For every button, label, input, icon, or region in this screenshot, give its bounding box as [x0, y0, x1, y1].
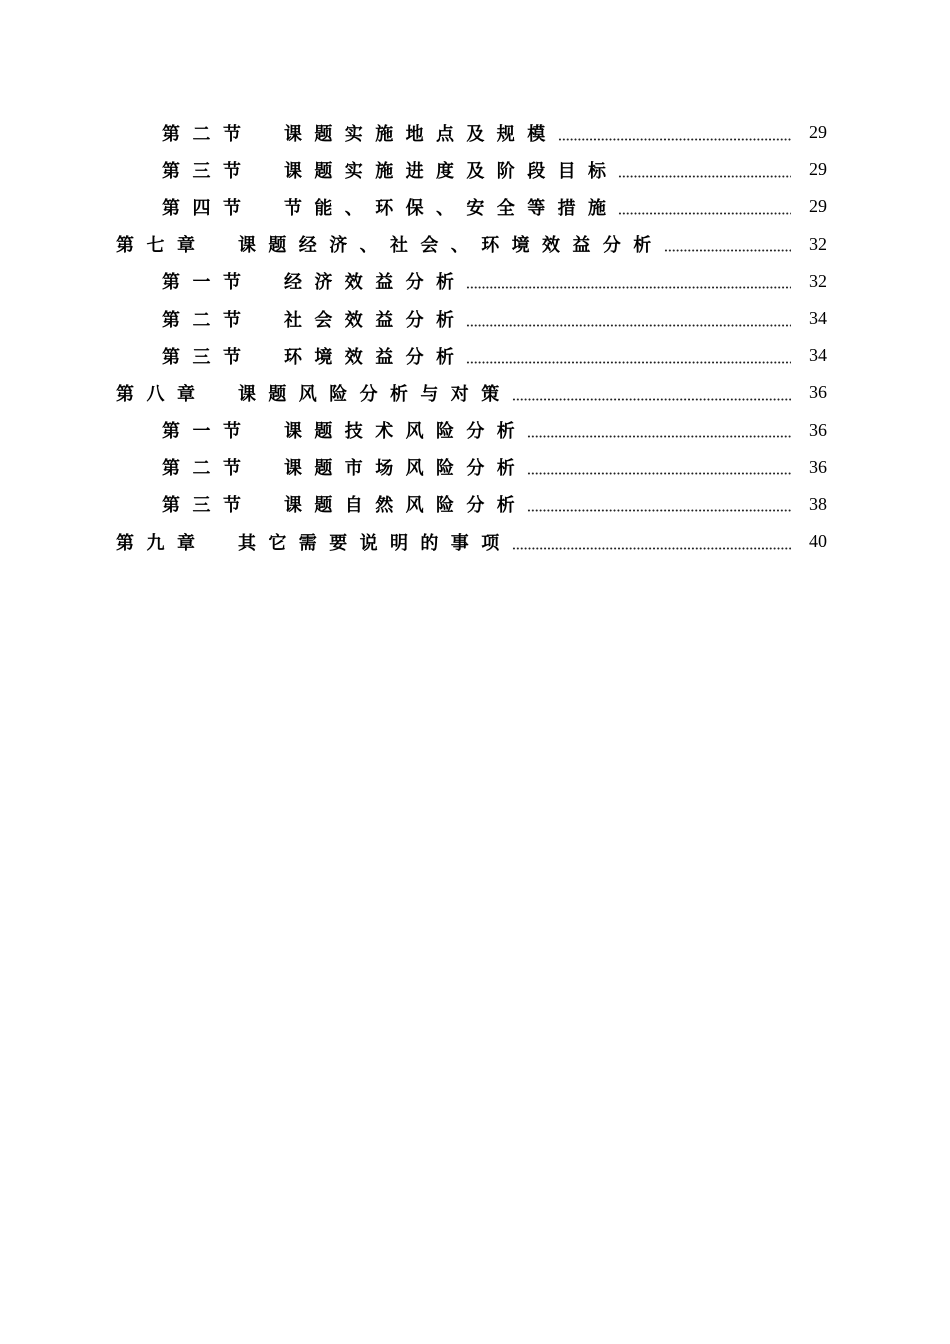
toc-entry-section[interactable]: [0, 486, 950, 523]
entry-number: 第一节: [162, 421, 254, 443]
entry-title: 课题自然风险分析: [284, 495, 528, 517]
entry-title: 课题风险分析与对策: [238, 383, 512, 405]
entry-title: 节能、环保、安全等措施: [284, 197, 619, 219]
entry-number: 第七章: [116, 235, 208, 257]
entry-page-number: 36: [809, 382, 827, 403]
entry-page-number: 36: [809, 456, 827, 477]
entry-title: 课题实施进度及阶段目标: [284, 160, 619, 182]
dot-leader: [527, 457, 791, 477]
toc-entry-chapter[interactable]: [0, 523, 950, 560]
dot-leader: [618, 160, 791, 180]
entry-title: 环境效益分析: [284, 346, 467, 368]
toc-entry-section[interactable]: [0, 300, 950, 337]
entry-title: 经济效益分析: [284, 272, 467, 294]
toc-entry-section[interactable]: [0, 151, 950, 188]
entry-page-number: 40: [809, 531, 827, 552]
entry-number: 第三节: [162, 160, 254, 182]
entry-page-number: 32: [809, 233, 827, 254]
entry-title: 课题市场风险分析: [284, 458, 528, 480]
entry-page-number: 36: [809, 419, 827, 440]
entry-number: 第二节: [162, 458, 254, 480]
entry-number: 第八章: [116, 383, 208, 405]
entry-page-number: 38: [809, 493, 827, 514]
dot-leader: [527, 420, 791, 440]
dot-leader: [618, 197, 791, 217]
entry-title: 课题经济、社会、环境效益分析: [238, 235, 664, 257]
entry-title: 其它需要说明的事项: [238, 532, 512, 554]
dot-leader: [558, 123, 791, 143]
dot-leader: [466, 271, 791, 291]
entry-title: 社会效益分析: [284, 309, 467, 331]
entry-number: 第九章: [116, 532, 208, 554]
entry-page-number: 29: [809, 196, 827, 217]
entry-number: 第一节: [162, 272, 254, 294]
dot-leader: [512, 383, 791, 403]
toc-entry-chapter[interactable]: [0, 374, 950, 411]
entry-title: 课题技术风险分析: [284, 421, 528, 443]
entry-page-number: 32: [809, 270, 827, 291]
toc-entry-section[interactable]: [0, 412, 950, 449]
toc-entry-section[interactable]: [0, 449, 950, 486]
entry-number: 第二节: [162, 309, 254, 331]
dot-leader: [512, 532, 791, 552]
entry-page-number: 34: [809, 345, 827, 366]
toc-entry-section[interactable]: [0, 114, 950, 151]
entry-page-number: 29: [809, 122, 827, 143]
entry-page-number: 34: [809, 308, 827, 329]
entry-number: 第三节: [162, 346, 254, 368]
entry-title: 课题实施地点及规模: [284, 123, 558, 145]
toc-entry-section[interactable]: [0, 188, 950, 225]
entry-number: 第四节: [162, 197, 254, 219]
toc-entry-section[interactable]: [0, 263, 950, 300]
dot-leader: [664, 234, 791, 254]
entry-number: 第二节: [162, 123, 254, 145]
table-of-contents: [0, 114, 950, 560]
dot-leader: [466, 346, 791, 366]
dot-leader: [527, 494, 791, 514]
toc-entry-chapter[interactable]: [0, 226, 950, 263]
toc-entry-section[interactable]: [0, 337, 950, 374]
dot-leader: [466, 309, 791, 329]
entry-number: 第三节: [162, 495, 254, 517]
entry-page-number: 29: [809, 159, 827, 180]
